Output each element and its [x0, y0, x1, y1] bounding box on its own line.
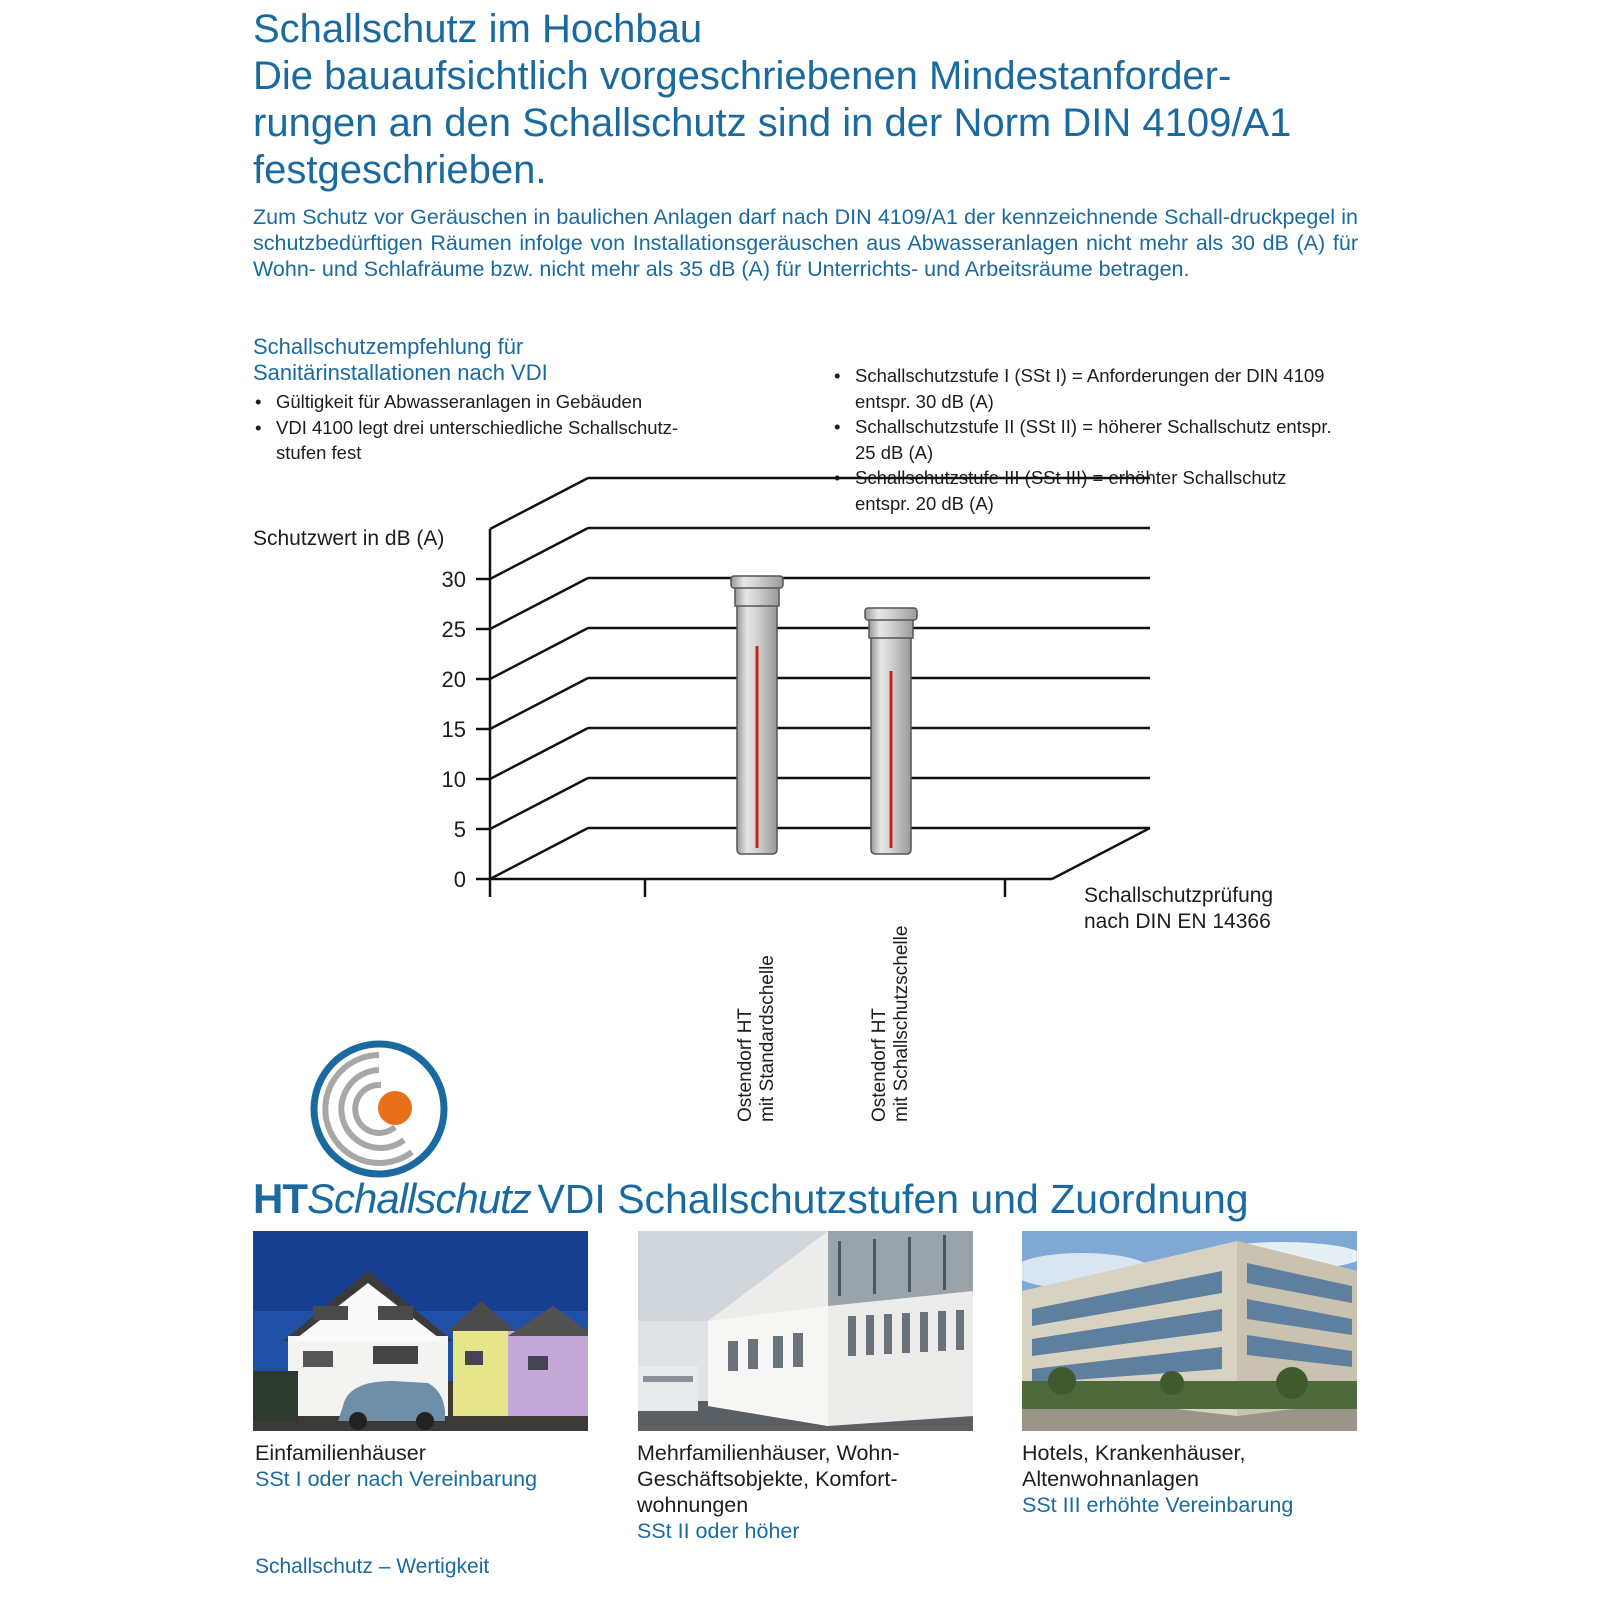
pipe-socket — [869, 618, 913, 638]
card-title: Altenwohnanlagen — [1022, 1467, 1199, 1491]
chart-y-ticks — [442, 567, 490, 892]
chart-x-axis-label-line-1: Schallschutzprüfung — [1084, 884, 1274, 907]
chart-x-axis-label-line-2: nach DIN EN 14366 — [1084, 910, 1271, 933]
chart-bar — [865, 608, 917, 854]
grid-diagonal — [490, 678, 588, 729]
recommendation-title-line-1: Schallschutzempfehlung für — [253, 334, 524, 359]
card-level: SSt II oder höher — [637, 1519, 800, 1543]
list-item: • Schallschutzstufe I (SSt I) = Anforderungen der DIN 4109 entspr. 30 dB (A) — [832, 363, 1332, 414]
list-item: • VDI 4100 legt drei unterschiedliche Schallschutz-stufen fest — [253, 415, 723, 466]
list-item: • Gültigkeit für Abwasseranlagen in Gebäuden — [253, 389, 723, 415]
photo-single-family-house — [253, 1231, 588, 1431]
chart-x-labels — [735, 926, 912, 1122]
pipe-rim — [865, 608, 917, 620]
chart-grid — [490, 478, 1150, 879]
x-category-line-2: mit Standardschelle — [757, 955, 778, 1122]
x-category-line-1: Ostendorf HT — [869, 1007, 890, 1122]
recommendation-title-line-2: Sanitärinstallationen nach VDI — [253, 360, 548, 385]
list-item: • Schallschutzstufe III (SSt III) = erhöhter Schallschutz entspr. 20 dB (A) — [832, 465, 1332, 516]
intro-paragraph: Zum Schutz vor Geräuschen in baulichen Anlagen darf nach DIN 4109/A1 der kennzeichnende Schall-druckpegel in schutzbedürftigen Räumen infolge von Installationsgeräuschen aus Abwasseranlagen nicht mehr als 30 dB (A) für Wohn- und Schlafräume bzw. nicht mehr als 35 dB (A) für Unterrichts- und Arbeitsräume betragen. — [253, 205, 1358, 281]
card-multi-family — [637, 1440, 977, 1544]
section-title-text: VDI Schallschutzstufen und Zuordnung — [537, 1176, 1249, 1222]
grid-diagonal — [490, 478, 588, 529]
x-category-label — [735, 955, 778, 1122]
y-tick-label: 25 — [441, 617, 466, 642]
card-title: Einfamilienhäuser — [255, 1441, 426, 1465]
brand-schallschutz: Schallschutz — [307, 1175, 531, 1222]
headline-line-3: rungen an den Schallschutz sind in der Norm DIN 4109/A1 — [253, 101, 1292, 145]
card-hotels — [1022, 1440, 1362, 1518]
grid-diagonal — [490, 528, 588, 579]
y-tick-label: 15 — [441, 717, 466, 742]
card-level: SSt III erhöhte Vereinbarung — [1022, 1493, 1294, 1517]
grid-diagonal — [490, 778, 588, 829]
y-tick-label: 10 — [441, 767, 466, 792]
grid-diagonal — [490, 578, 588, 629]
pipe-rim — [731, 576, 783, 588]
y-tick-label: 0 — [453, 867, 466, 892]
photo-multi-family-building — [638, 1231, 973, 1431]
card-level: SSt I oder nach Vereinbarung — [255, 1467, 538, 1491]
section-title — [253, 1175, 1249, 1223]
brand-wordmark — [253, 1175, 531, 1222]
pipe-socket — [735, 586, 779, 606]
chart-bars — [731, 576, 917, 854]
y-tick-label: 30 — [441, 567, 466, 592]
y-tick-label: 5 — [453, 817, 466, 842]
ht-schallschutz-logo — [309, 1039, 449, 1179]
chart-bar — [731, 576, 783, 854]
x-category-line-2: mit Schallschutzschelle — [891, 925, 912, 1122]
card-title: wohnungen — [637, 1493, 749, 1517]
card-title: Mehrfamilienhäuser, Wohn- — [637, 1441, 900, 1465]
grid-diagonal — [490, 628, 588, 679]
chart-axis — [490, 529, 1150, 897]
card-title: Geschäftsobjekte, Komfort- — [637, 1467, 898, 1491]
x-category-line-1: Ostendorf HT — [735, 1007, 756, 1122]
brand-ht: HT — [253, 1175, 307, 1222]
card-single-family — [255, 1440, 595, 1492]
footer-label: Schallschutz – Wertigkeit — [255, 1555, 490, 1578]
headline-line-2: Die bauaufsichtlich vorgeschriebenen Mindestanforder- — [253, 54, 1232, 98]
y-tick-label: 20 — [441, 667, 466, 692]
headline-line-1: Schallschutz im Hochbau — [253, 7, 703, 51]
grid-diagonal — [490, 828, 588, 879]
photo-hotel-building — [1022, 1231, 1357, 1431]
floor-edge — [1052, 828, 1150, 879]
headline-line-4: festgeschrieben. — [253, 148, 547, 192]
x-category-label — [869, 926, 912, 1122]
grid-diagonal — [490, 728, 588, 779]
card-title: Hotels, Krankenhäuser, — [1022, 1441, 1246, 1465]
list-item: • Schallschutzstufe II (SSt II) = höherer Schallschutz entspr. 25 dB (A) — [832, 414, 1332, 465]
chart-y-axis-label: Schutzwert in dB (A) — [253, 527, 445, 550]
